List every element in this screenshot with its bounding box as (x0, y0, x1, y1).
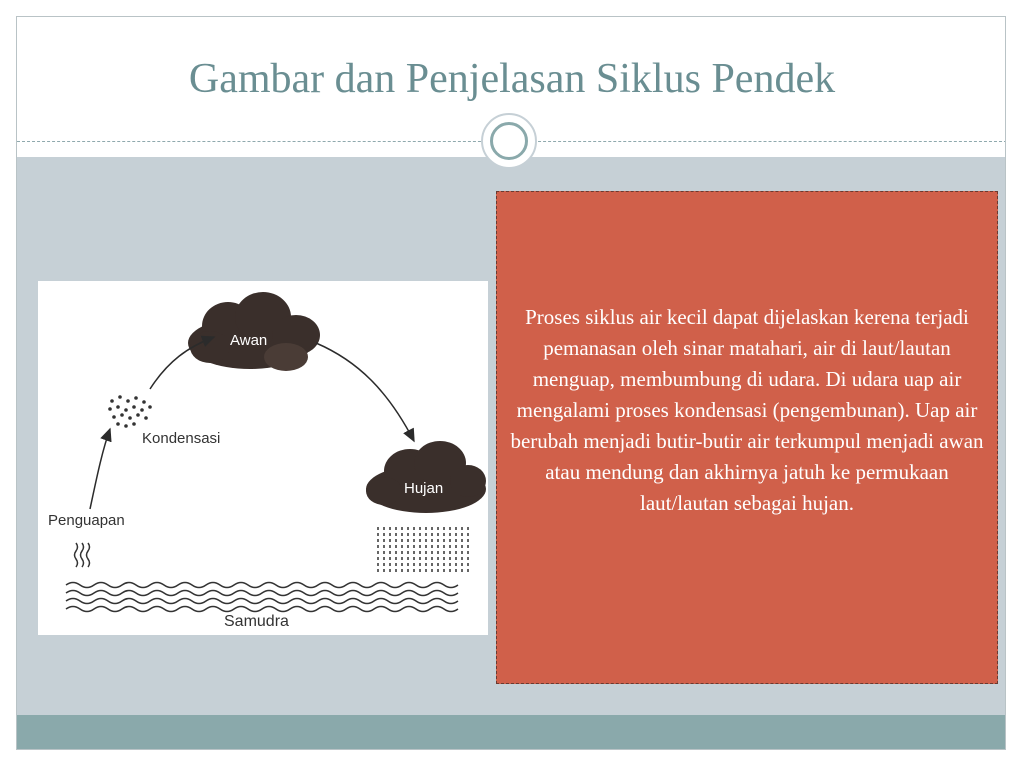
ocean-label: Samudra (224, 613, 289, 630)
cloud-label: Awan (230, 332, 268, 349)
slide (16, 16, 1006, 750)
water-cycle-diagram (38, 281, 488, 635)
description-panel (496, 191, 998, 684)
slide-title: Gambar dan Penjelasan Siklus Pendek (188, 56, 836, 102)
evaporation-label: Penguapan (48, 512, 125, 529)
description-text: Proses siklus air kecil dapat dijelaskan kerena terjadi pemanasan oleh sinar matahari, air di laut/lautan menguap, membumbung di udara. Di udara uap air mengalami proses kondensasi (pengembunan). Uap air berubah menjadi butir-butir air terkumpul menjadi awan atau mendung dan akhirnya jatuh ke permukaan laut/lautan sebagai hujan. (510, 305, 984, 515)
precipitation-arrow-icon (316, 343, 414, 441)
rain-cloud-label: Hujan (404, 480, 444, 497)
condensation-dots-icon (108, 395, 152, 428)
vapor-icon (75, 543, 90, 567)
condensation-label: Kondensasi (142, 430, 221, 447)
rain-icon (378, 527, 468, 575)
ring-icon (490, 122, 528, 160)
circle-ornament-icon (481, 113, 537, 169)
rain-cloud-icon (366, 441, 486, 513)
footer-band (17, 715, 1006, 750)
evaporation-arrow-icon (90, 429, 110, 509)
ocean-waves-icon (66, 583, 458, 612)
